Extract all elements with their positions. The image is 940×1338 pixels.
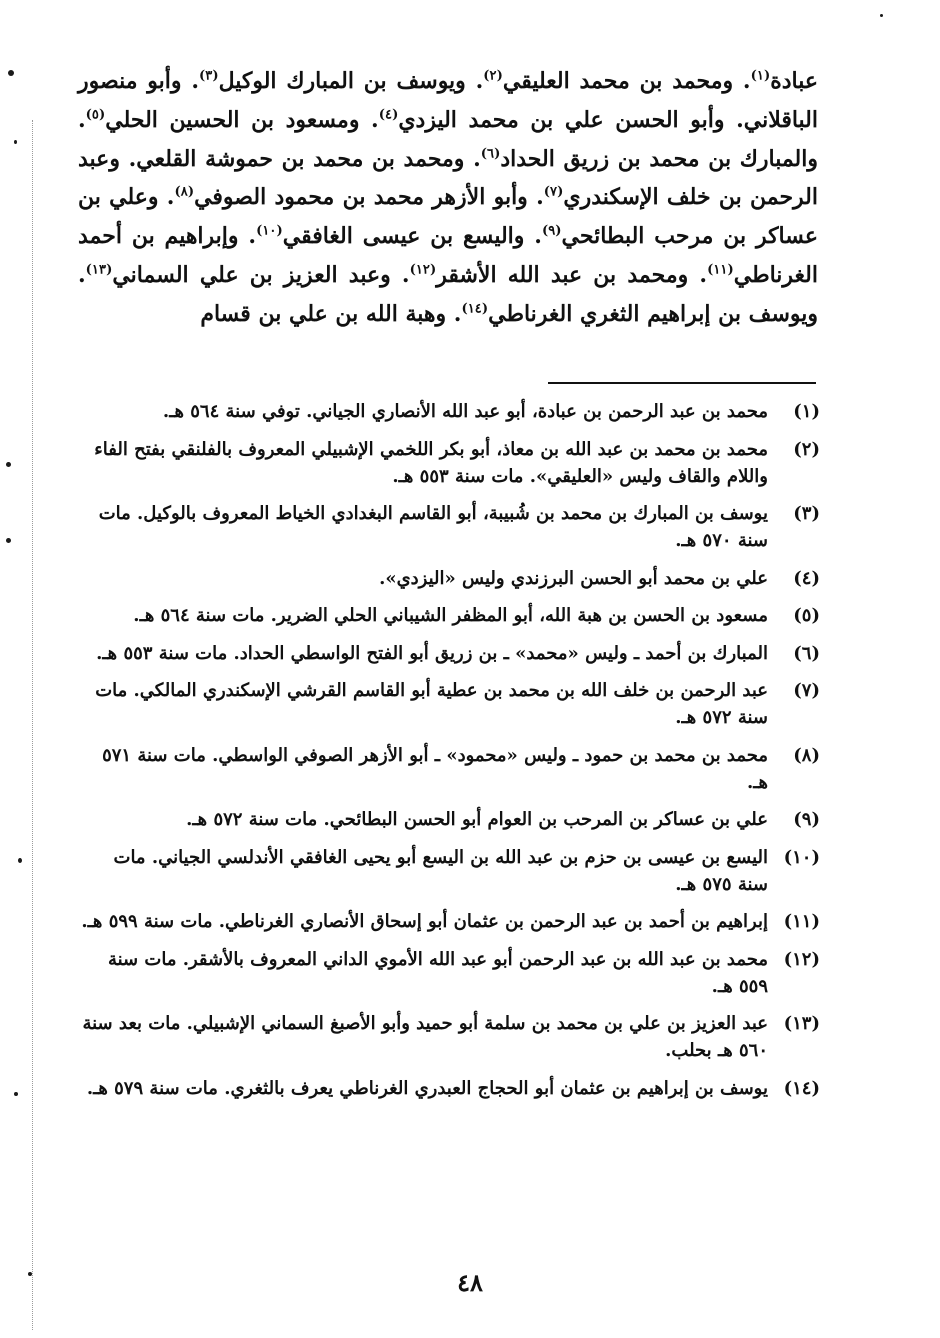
footnote-number: (٨) bbox=[793, 744, 820, 766]
footnote-number: (١٣) bbox=[783, 1013, 820, 1034]
footnote-text: اليسع بن عيسى بن حزم بن عبد الله بن اليسع أبو يحيى الغافقي الأندلسي الجياني. مات سنة ٥٧٥ هـ. bbox=[113, 846, 768, 895]
footnote-item bbox=[78, 602, 820, 629]
footnote-number: (١٤) bbox=[783, 1077, 820, 1099]
footnote-item bbox=[78, 844, 820, 898]
gutter-dot bbox=[6, 538, 11, 543]
footnote-item bbox=[78, 565, 820, 592]
gutter-dot bbox=[6, 462, 11, 467]
footnote-number: (١٠) bbox=[783, 846, 820, 868]
footnote-text: محمد بن محمد بن حمود ـ وليس «محمود» ـ أبو الأزهر الصوفي الواسطي. مات سنة ٥٧١ هـ. bbox=[102, 744, 768, 793]
footnote-text: مسعود بن الحسن بن هبة الله، أبو المظفر الشيباني الحلي الضرير. مات سنة ٥٦٤ هـ. bbox=[133, 605, 768, 626]
footnote-number: (٥) bbox=[793, 605, 820, 626]
footnote-number: (٦) bbox=[793, 642, 820, 664]
footnote-text: المبارك بن أحمد ـ وليس «محمد» ـ بن زريق أبو الفتح الواسطي الحداد. مات سنة ٥٥٣ هـ. bbox=[96, 642, 768, 664]
footnote-number: (١٢) bbox=[783, 948, 820, 970]
footnote-text: محمد بن محمد بن عبد الله بن معاذ، أبو بكر اللخمي الإشبيلي المعروف بالفلنقي بفتح الفاء واللام والقاف وليس «العليقي». مات سنة ٥٥٣ هـ. bbox=[94, 438, 768, 487]
footnote-item bbox=[78, 806, 820, 833]
footnote-text: علي بن عساكر بن المرحب بن العوام أبو الحسن البطائحي. مات سنة ٥٧٢ هـ. bbox=[186, 809, 768, 830]
gutter-dot bbox=[14, 1092, 18, 1096]
footnote-separator-line bbox=[548, 382, 816, 384]
main-paragraph: عبادة$^{(١)}$. ومحمد بن محمد العليقي$^{(٢)}$. ويوسف بن المبارك الوكيل$^{(٣)}$. وأبو منصور الباقلاني. وأبو الحسن علي بن محمد اليزدي$^{(٤)}$. ومسعود بن الحسين الحلي$^{(٥)}$. والمبارك بن محمد بن زريق الحداد$^{(٦)}$. ومحمد بن محمد بن حموشة القلعي. وعبد الرحمن بن خلف الإسكندري$^{(٧)}$. وأبو الأزهر محمد بن محمود الصوفي$^{(٨)}$. وعلي بن عساكر بن مرحب البطائحي$^{(٩)}$. واليسع بن عيسى الغافقي$^{(١٠)}$. وإبراهيم بن أحمد الغرناطي$^{(١١)}$. ومحمد بن عبد الله الأشقر$^{(١٢)}$. وعبد العزيز بن علي السماني$^{(١٣)}$. ويوسف بن إبراهيم الثغري الغرناطي$^{(١٤)}$. وهبة الله بن علي بن قسام bbox=[78, 68, 819, 327]
footnotes-list bbox=[78, 398, 820, 1112]
binding-gutter-line bbox=[32, 120, 33, 1330]
gutter-dot bbox=[18, 858, 22, 863]
page-number: ٤٨ bbox=[457, 1268, 483, 1297]
footnote-number: (٤) bbox=[793, 567, 820, 589]
footnote-text: يوسف بن إبراهيم بن عثمان أبو الحجاج العبدري الغرناطي يعرف بالثغري. مات سنة ٥٧٩ هـ. bbox=[86, 1077, 768, 1099]
footnote-item bbox=[78, 742, 820, 796]
footnote-number: (٩) bbox=[793, 809, 820, 830]
footnote-text: عبد العزيز بن علي بن محمد بن سلمة أبو حميد وأبو الأصبغ السماني الإشبيلي. مات بعد سنة ٥٦٠ هـ بحلب. bbox=[82, 1013, 768, 1061]
gutter-dot bbox=[14, 140, 17, 144]
footnote-item bbox=[78, 500, 820, 554]
footnote-number: (٧) bbox=[793, 680, 820, 701]
main-body-text bbox=[78, 62, 818, 334]
footnote-item bbox=[78, 677, 820, 731]
footnote-number: (١١) bbox=[783, 911, 820, 932]
footnote-text: يوسف بن المبارك بن محمد بن شُبيبة، أبو القاسم البغدادي الخياط المعروف بالوكيل. مات سنة ٥٧٠ هـ. bbox=[98, 503, 768, 551]
footnote-item bbox=[78, 436, 820, 490]
gutter-dot bbox=[880, 14, 883, 17]
footnote-item bbox=[78, 946, 820, 1000]
footnote-text: إبراهيم بن أحمد بن عبد الرحمن بن عثمان أبو إسحاق الأنصاري الغرناطي. مات سنة ٥٩٩ هـ. bbox=[81, 911, 768, 932]
footnote-number: (٣) bbox=[793, 503, 820, 524]
gutter-dot bbox=[8, 70, 14, 76]
footnote-text: محمد بن عبد الله بن عبد الرحمن أبو عبد الله الأموي الداني المعروف بالأشقر. مات سنة ٥٥٩ هـ. bbox=[107, 948, 768, 997]
footnote-item bbox=[78, 1075, 820, 1102]
footnote-item bbox=[78, 908, 820, 935]
footnote-item bbox=[78, 398, 820, 425]
footnote-number: (١) bbox=[793, 401, 820, 422]
footnote-item bbox=[78, 640, 820, 667]
footnote-text: عبد الرحمن بن خلف الله بن محمد بن عطية أبو القاسم القرشي الإسكندري المالكي. مات سنة ٥٧٢ هـ. bbox=[95, 680, 768, 728]
gutter-dot bbox=[28, 1272, 32, 1276]
footnote-text: محمد بن عبد الرحمن بن عبادة، أبو عبد الله الأنصاري الجياني. توفي سنة ٥٦٤ هـ. bbox=[162, 401, 768, 422]
footnote-number: (٢) bbox=[793, 438, 820, 460]
footnote-text: علي بن محمد أبو الحسن البرزندي وليس «اليزدي». bbox=[379, 567, 768, 589]
footnote-item bbox=[78, 1010, 820, 1064]
